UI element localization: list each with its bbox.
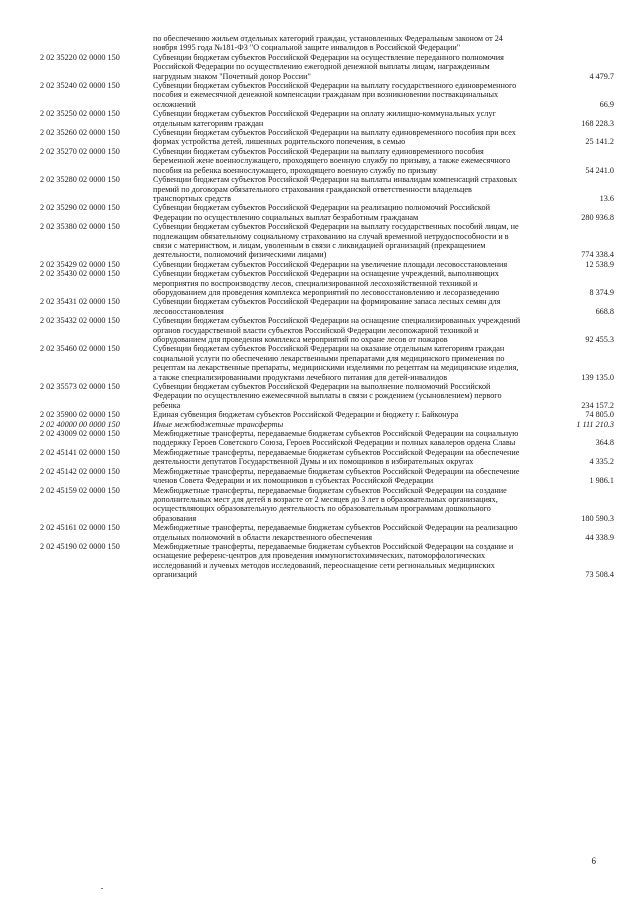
table-row <box>0 410 640 419</box>
row-description: Субвенции бюджетам субъектов Российской Федерации на выполнение полномочий Российской Федерации по осуществлению ежемесячной выплаты в связи с рождением (усыновлением) первого ребенка <box>153 382 502 410</box>
row-amount: 54 241.0 <box>585 165 614 175</box>
row-amount: 74 805.0 <box>585 410 614 420</box>
budget-code: 2 02 35260 02 0000 150 <box>40 128 120 138</box>
row-description: Субвенции бюджетам субъектов Российской Федерации на формирование запаса лесных семян для лесовосстановления <box>153 297 501 316</box>
row-description: Субвенции бюджетам субъектов Российской Федерации на выплаты инвалидам компенсаций страховых премий по договорам обязательного страхования гражданской ответственности владельцев транспортных средств <box>153 175 518 203</box>
row-amount: 139 135.0 <box>581 372 614 382</box>
budget-code: 2 02 35460 02 0000 150 <box>40 344 120 354</box>
table-row <box>0 467 640 486</box>
row-description: Межбюджетные трансферты, передаваемые бюджетам субъектов Российской Федерации на создание и оснащение референс-центров для проведения иммуногистохимических, патоморфологических исследований и лучевых методов исследований, переоснащение сети региональных медицинских организаций <box>153 541 514 580</box>
budget-code: 2 02 35280 02 0000 150 <box>40 175 120 185</box>
table-row <box>0 448 640 467</box>
row-description: Субвенции бюджетам субъектов Российской Федерации на оказание отдельным категориям граждан социальной услуги по обеспечению лекарственными препаратами для медицинского применения по рецептам на лекарственные препараты, медицинскими изделиями по рецептам на медицинские изделия, а также специализированными продуктами лечебного питания для детей-инвалидов <box>153 344 519 382</box>
table-row <box>0 175 640 203</box>
row-description: Субвенции бюджетам субъектов Российской Федерации на оснащение учреждений, выполняющих мероприятия по воспроизводству лесов, специализированной лесохозяйственной техникой и оборудованием для проведения комплекса мероприятий по лесовосстановлению и лесоразведению <box>153 269 500 297</box>
table-row <box>0 316 640 344</box>
table-row <box>0 486 640 524</box>
row-amount: 168 228.3 <box>581 118 614 128</box>
row-description: Субвенции бюджетам субъектов Российской Федерации на осуществление переданного полномочия Российской Федерации по осуществлению ежегодной денежной выплаты лицам, награжденным нагрудным знаком "Почетный донор России" <box>153 52 504 81</box>
table-row <box>0 34 640 53</box>
budget-code: 2 02 45161 02 0000 150 <box>40 523 120 533</box>
row-amount: 180 590.3 <box>581 513 614 523</box>
budget-code: 2 02 35432 02 0000 150 <box>40 316 120 326</box>
row-amount: 280 936.8 <box>581 212 614 222</box>
table-row <box>0 260 640 269</box>
row-amount: 13.6 <box>599 193 614 203</box>
row-description: Межбюджетные трансферты, передаваемые бюджетам субъектов Российской Федерации на создание дополнительных мест для детей в возрасте от 2 месяцев до 3 лет в образовательных организациях, осуществляющих образовательную деятельность по образовательным программам дошкольного образования <box>153 485 507 523</box>
row-amount: 4 479.7 <box>589 71 614 81</box>
budget-code: 2 02 35290 02 0000 150 <box>40 203 120 213</box>
row-description: Иные межбюджетные трансферты <box>153 419 284 429</box>
table-row <box>0 382 640 410</box>
table-row <box>0 297 640 316</box>
row-description: Субвенции бюджетам субъектов Российской Федерации на оснащение специализированных учреждений органов государственной власти субъектов Российской Федерации лесопожарной техникой и оборудованием для проведения комплекса мероприятий по охране лесов от пожаров <box>153 316 521 344</box>
table-row <box>0 109 640 128</box>
page-number: 6 <box>591 856 596 866</box>
row-amount: 668.8 <box>595 306 614 316</box>
row-description: Субвенции бюджетам субъектов Российской Федерации на выплату единовременного пособия при всех формах устройства детей, лишенных родительского попечения, в семью <box>153 128 516 147</box>
row-amount: 1 986.1 <box>589 476 614 486</box>
budget-code: 2 02 35270 02 0000 150 <box>40 146 120 156</box>
row-description: Межбюджетные трансферты, передаваемые бюджетам субъектов Российской Федерации на обеспечение деятельности депутатов Государственной Думы и их помощников в избирательных округах <box>153 447 520 467</box>
table-row <box>0 542 640 580</box>
table-row <box>0 81 640 109</box>
budget-code: 2 02 45190 02 0000 150 <box>40 541 120 551</box>
row-description: Межбюджетные трансферты, передаваемые бюджетам субъектов Российской Федерации на социальную поддержку Героев Советского Союза, Героев Российской Федерации и полных кавалеров ордена Славы <box>153 429 519 448</box>
row-amount: 73 508.4 <box>585 570 614 580</box>
budget-code: 2 02 35431 02 0000 150 <box>40 297 120 307</box>
budget-code: 2 02 43009 02 0000 150 <box>40 429 120 439</box>
budget-code: 2 02 45159 02 0000 150 <box>40 485 120 495</box>
row-description: по обеспечению жильем отдельных категорий граждан, установленных Федеральным законом от 24 ноября 1995 года №181-ФЗ "О социальной защите инвалидов в Российской Федерации" <box>153 34 503 53</box>
table-row <box>0 53 640 81</box>
row-description: Субвенции бюджетам субъектов Российской Федерации на реализацию полномочий Российской Федерации по осуществлению социальных выплат безработным гражданам <box>153 203 490 222</box>
budget-code: 2 02 45142 02 0000 150 <box>40 466 120 476</box>
table-row <box>0 203 640 222</box>
table-row <box>0 523 640 542</box>
budget-code: 2 02 35240 02 0000 150 <box>40 81 120 91</box>
row-amount: 364.8 <box>595 438 614 448</box>
budget-table <box>0 34 640 580</box>
table-row <box>0 420 640 429</box>
budget-code: 2 02 35380 02 0000 150 <box>40 222 120 232</box>
scan-speck <box>101 888 103 889</box>
row-amount: 66.9 <box>599 99 614 109</box>
row-description: Субвенции бюджетам субъектов Российской Федерации на оплату жилищно-коммунальных услуг отдельным категориям граждан <box>153 109 496 128</box>
row-description: Субвенции бюджетам субъектов Российской Федерации на увеличение площади лесовосстановления <box>153 259 508 269</box>
row-description: Субвенции бюджетам субъектов Российской Федерации на выплату единовременного пособия беременной жене военнослужащего, проходящего военную службу по призыву, а также ежемесячного пособия на ребенка военнослужащего, проходящего военную службу по призыву <box>153 146 511 175</box>
table-row <box>0 147 640 175</box>
budget-code: 2 02 35430 02 0000 150 <box>40 269 120 279</box>
budget-code: 2 02 35220 02 0000 150 <box>40 52 120 62</box>
row-amount: 234 157.2 <box>581 400 614 410</box>
row-description: Межбюджетные трансферты, передаваемые бюджетам субъектов Российской Федерации на обеспечение членов Совета Федерации и их помощников в субъектах Российской Федерации <box>153 466 520 486</box>
table-row <box>0 222 640 260</box>
budget-code: 2 02 35900 02 0000 150 <box>40 410 120 420</box>
budget-code: 2 02 45141 02 0000 150 <box>40 447 120 457</box>
row-description: Межбюджетные трансферты, передаваемые бюджетам субъектов Российской Федерации на реализацию отдельных полномочий в области лекарственного обеспечения <box>153 523 518 542</box>
row-amount: 92 455.3 <box>585 335 614 344</box>
row-amount: 25 141.2 <box>585 137 614 147</box>
row-description: Субвенции бюджетам субъектов Российской Федерации на выплату государственного единовременного пособия и ежемесячной денежной компенсации гражданам при возникновении поствакцинальных осложнений <box>153 81 517 109</box>
table-row <box>0 269 640 297</box>
table-row <box>0 344 640 382</box>
budget-code: 2 02 40000 00 0000 150 <box>40 419 120 429</box>
row-description: Единая субвенция бюджетам субъектов Российской Федерации и бюджету г. Байконура <box>153 410 459 420</box>
row-amount: 12 538.9 <box>585 259 614 269</box>
row-amount: 774 338.4 <box>581 250 614 260</box>
row-amount: 4 335.2 <box>589 457 614 467</box>
budget-code: 2 02 35429 02 0000 150 <box>40 259 120 269</box>
row-amount: 1 111 210.3 <box>576 419 614 429</box>
table-row <box>0 429 640 448</box>
budget-code: 2 02 35250 02 0000 150 <box>40 109 120 119</box>
table-row <box>0 128 640 147</box>
row-amount: 44 338.9 <box>585 532 614 542</box>
row-description: Субвенции бюджетам субъектов Российской Федерации на выплату государственных пособий лицам, не подлежащим обязательному социальному страхованию на случай временной нетрудоспособности и в связи с материнством, и лицам, уволенным в связи с ликвидацией организаций (прекращением деятельности, полномочий физическими лицами) <box>153 222 519 260</box>
row-amount: 8 374.9 <box>589 287 614 297</box>
budget-code: 2 02 35573 02 0000 150 <box>40 382 120 392</box>
